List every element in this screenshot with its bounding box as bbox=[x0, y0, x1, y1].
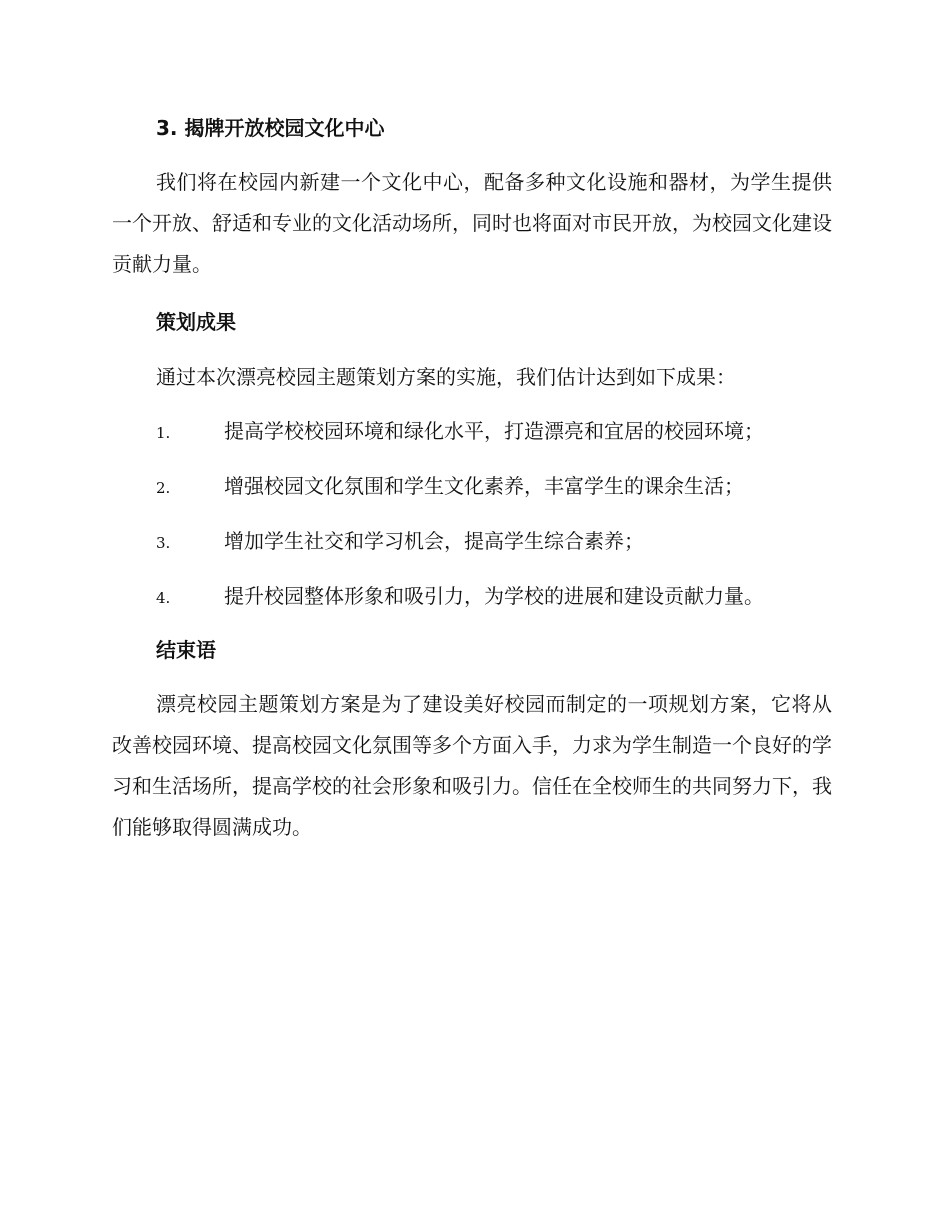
list-item-number: 2. bbox=[156, 479, 171, 497]
list-item bbox=[156, 527, 856, 555]
list-item-number: 3. bbox=[156, 534, 171, 552]
list-item-text: 增加学生社交和学习机会，提高学生综合素养； bbox=[224, 529, 644, 553]
section-heading-culture-center: 3. 揭牌开放校园文化中心 bbox=[156, 116, 385, 140]
culture-center-paragraph: 我们将在校园内新建一个文化中心，配备多种文化设施和器材，为学生提供一个开放、舒适和专业的文化活动场所，同时也将面对市民开放，为校园文化建设贡献力量。 bbox=[112, 170, 832, 276]
list-item-text: 增强校园文化氛围和学生文化素养，丰富学生的课余生活； bbox=[224, 474, 744, 498]
section-heading-results: 策划成果 bbox=[156, 310, 236, 334]
list-item-text: 提高学校校园环境和绿化水平，打造漂亮和宜居的校园环境； bbox=[224, 419, 764, 443]
list-item bbox=[156, 582, 856, 610]
conclusion-paragraph: 漂亮校园主题策划方案是为了建设美好校园而制定的一项规划方案，它将从改善校园环境、提高校园文化氛围等多个方面入手，力求为学生制造一个良好的学习和生活场所，提高学校的社会形象和吸引力。信任在全校师生的共同努力下，我们能够取得圆满成功。 bbox=[112, 692, 832, 839]
list-item-text: 提升校园整体形象和吸引力，为学校的进展和建设贡献力量。 bbox=[224, 584, 764, 608]
list-item bbox=[156, 417, 856, 445]
list-item-number: 1. bbox=[156, 424, 171, 442]
section-heading-conclusion: 结束语 bbox=[156, 638, 216, 662]
list-item-number: 4. bbox=[156, 589, 171, 607]
list-item bbox=[156, 472, 856, 500]
results-intro: 通过本次漂亮校园主题策划方案的实施，我们估计达到如下成果： bbox=[156, 365, 736, 389]
